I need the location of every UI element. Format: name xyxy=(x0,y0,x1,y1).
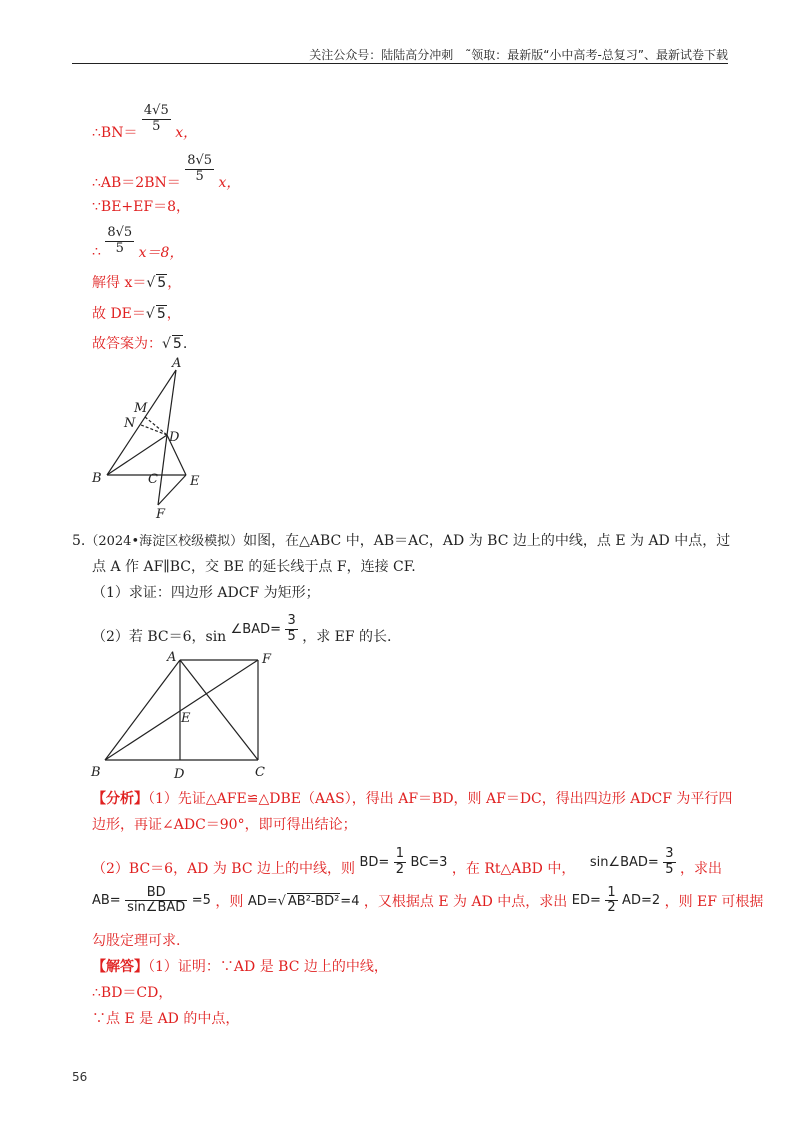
page-number: 56 xyxy=(72,1070,88,1084)
q2-prefix: （2）若 BC＝6，sin xyxy=(92,629,227,645)
label-m: M xyxy=(134,401,148,416)
fraction-1-over-2 xyxy=(394,847,406,877)
label-a: A xyxy=(172,356,182,371)
fraction-numerator: BD xyxy=(125,886,187,901)
fraction-numerator: 3 xyxy=(287,613,296,629)
header-divider xyxy=(72,63,728,64)
segment-ab xyxy=(107,370,176,475)
l3-bd: BD= xyxy=(359,854,390,870)
fraction-denominator: 5 xyxy=(115,240,124,256)
analysis-tag: 【分析】 xyxy=(92,791,148,807)
fraction-denominator: 5 xyxy=(665,861,674,877)
bn-line xyxy=(92,96,197,142)
l4-eq5: =5 xyxy=(191,893,211,909)
q2-suffix: ，求 EF 的长. xyxy=(302,629,392,645)
fraction-denominator: 5 xyxy=(287,628,296,644)
l3-bc3: BC=3 xyxy=(410,854,448,870)
ab-prefix: ∴AB＝2BN＝ xyxy=(92,175,181,191)
l4-ed: ED= xyxy=(571,893,601,909)
label-a: A xyxy=(167,650,177,665)
problem-source: （2024•海淀区校级模拟） xyxy=(85,534,244,549)
l3-text-c: ，求出 xyxy=(680,861,722,877)
label-e: E xyxy=(181,711,191,726)
geometry-figure-2 xyxy=(85,648,275,783)
segment-bd xyxy=(107,435,167,475)
label-d: D xyxy=(174,767,185,782)
answer-prefix: 故答案为： xyxy=(92,336,162,352)
analysis-line2: 边形，再证∠ADC＝90°，即可得出结论； xyxy=(92,817,357,833)
segment-ab xyxy=(105,660,180,760)
q2-angle: ∠BAD= xyxy=(230,621,282,637)
fraction-numerator: 3 xyxy=(665,846,674,862)
fraction-denominator: 2 xyxy=(607,900,616,916)
radicand: 5 xyxy=(156,306,166,322)
l4-ad: AD= xyxy=(247,893,278,909)
l4-ad2: AD=2 xyxy=(622,893,661,909)
label-f: F xyxy=(262,652,272,667)
fraction-bd-over-sin xyxy=(125,886,187,916)
fraction-8root5-over-5 xyxy=(185,154,214,184)
fraction-numerator: 8√5 xyxy=(187,153,213,169)
segment-ef xyxy=(158,475,186,505)
label-c: C xyxy=(148,472,158,487)
equation-line xyxy=(92,220,183,262)
radicand: AB²-BD² xyxy=(287,893,340,909)
problem-5-line2: 点 A 作 AF∥BC，交 BE 的延长线于点 F，连接 CF. xyxy=(92,559,416,575)
label-d: D xyxy=(169,430,180,445)
solve-line xyxy=(92,272,181,292)
fraction-numerator: 1 xyxy=(395,846,405,862)
segment-ac xyxy=(180,660,258,760)
ab-line xyxy=(92,146,240,192)
label-f: F xyxy=(156,507,166,520)
fraction-3-over-5 xyxy=(663,847,675,877)
analysis-text-1: （1）先证△AFE≌△DBE（AAS），得出 AF＝BD，则 AF＝DC，得出四边形 ADCF 为平行四 xyxy=(148,791,733,807)
radicand: 5 xyxy=(157,275,167,291)
fraction-denominator: 2 xyxy=(395,861,405,877)
question-1: （1）求证：四边形 ADCF 为矩形； xyxy=(92,585,320,601)
l3-text-b: ，在 Rt△ABD 中， xyxy=(451,861,576,877)
fraction-denominator: sin∠BAD xyxy=(127,900,186,916)
sqrt-5: √ 5 xyxy=(162,336,182,352)
problem-stem-line1: 如图，在△ABC 中，AB＝AC，AD 为 BC 边上的中线，点 E 为 AD 中点，过 xyxy=(243,533,731,549)
l4-text-c: ，则 EF 可根据 xyxy=(664,893,764,910)
l4-text-b: ，又根据点 E 为 AD 中点，求出 xyxy=(363,893,568,910)
l3-sin: sin∠BAD= xyxy=(589,854,659,870)
dashed-nd xyxy=(141,425,167,435)
l4-ab: AB= xyxy=(92,893,121,909)
analysis-line5: 勾股定理可求. xyxy=(92,933,181,949)
therefore-symbol: ∴ xyxy=(92,244,101,260)
label-b: B xyxy=(92,471,102,486)
fraction-denominator: 5 xyxy=(152,118,161,134)
solution-line3: ∵点 E 是 AD 的中点， xyxy=(92,1011,240,1027)
de-line xyxy=(92,303,181,323)
segment-df xyxy=(158,435,167,505)
dashed-md xyxy=(145,417,167,435)
page-header: 关注公众号：陆陆高分冲刺 ˜领取：最新版“小中高考-总复习”、最新试卷下载 xyxy=(309,48,728,62)
analysis-line1 xyxy=(92,788,732,808)
sqrt-5: √ 5 xyxy=(146,275,167,291)
x-term: x， xyxy=(175,125,198,141)
solve-suffix: ， xyxy=(167,275,182,291)
label-e: E xyxy=(190,474,200,489)
sum-line: ∵BE+EF＝8， xyxy=(92,199,190,215)
answer-line xyxy=(92,333,187,353)
l3-text-a: （2）BC＝6，AD 为 BC 边上的中线，则 xyxy=(92,861,356,877)
fraction-3-over-5 xyxy=(285,614,297,644)
solve-prefix: 解得 x＝ xyxy=(92,275,147,291)
fraction-1-over-2 xyxy=(605,886,617,916)
fraction-4root5-over-5 xyxy=(142,104,171,134)
bn-prefix: ∴BN＝ xyxy=(92,125,138,141)
geometry-figure-1 xyxy=(80,355,230,520)
solution-tag: 【解答】 xyxy=(92,959,148,975)
segment-ad xyxy=(167,370,176,435)
radicand: 5 xyxy=(172,336,182,352)
label-n: N xyxy=(124,416,136,431)
fraction-numerator: 4√5 xyxy=(143,103,169,119)
sqrt-5: √ 5 xyxy=(145,306,166,322)
analysis-line4 xyxy=(92,886,763,916)
l4-ad-expr: AD=√ AB²-BD²=4 xyxy=(247,893,360,909)
problem-number: 5. xyxy=(72,533,86,549)
x-term: x， xyxy=(218,175,241,191)
de-suffix: ， xyxy=(166,306,181,322)
solution-line2: ∴BD＝CD， xyxy=(92,985,173,1001)
de-prefix: 故 DE＝ xyxy=(92,306,146,322)
analysis-line3 xyxy=(92,846,722,878)
segment-bf xyxy=(105,660,258,760)
question-2 xyxy=(92,612,392,646)
fraction-numerator: 8√5 xyxy=(107,225,133,241)
answer-suffix: . xyxy=(182,336,188,352)
label-b: B xyxy=(91,765,101,780)
fraction-denominator: 5 xyxy=(195,168,204,184)
problem-5-line1 xyxy=(72,530,730,550)
solution-text-1: （1）证明：∵AD 是 BC 边上的中线， xyxy=(148,959,388,975)
fraction-8root5-over-5 xyxy=(105,226,134,256)
fraction-numerator: 1 xyxy=(607,885,616,900)
l4-text-a: ，则 xyxy=(215,893,244,910)
solution-line1 xyxy=(92,956,388,976)
x-eq-8: x＝8， xyxy=(138,245,184,261)
label-c: C xyxy=(255,765,265,780)
l4-eq4: =4 xyxy=(340,893,360,909)
